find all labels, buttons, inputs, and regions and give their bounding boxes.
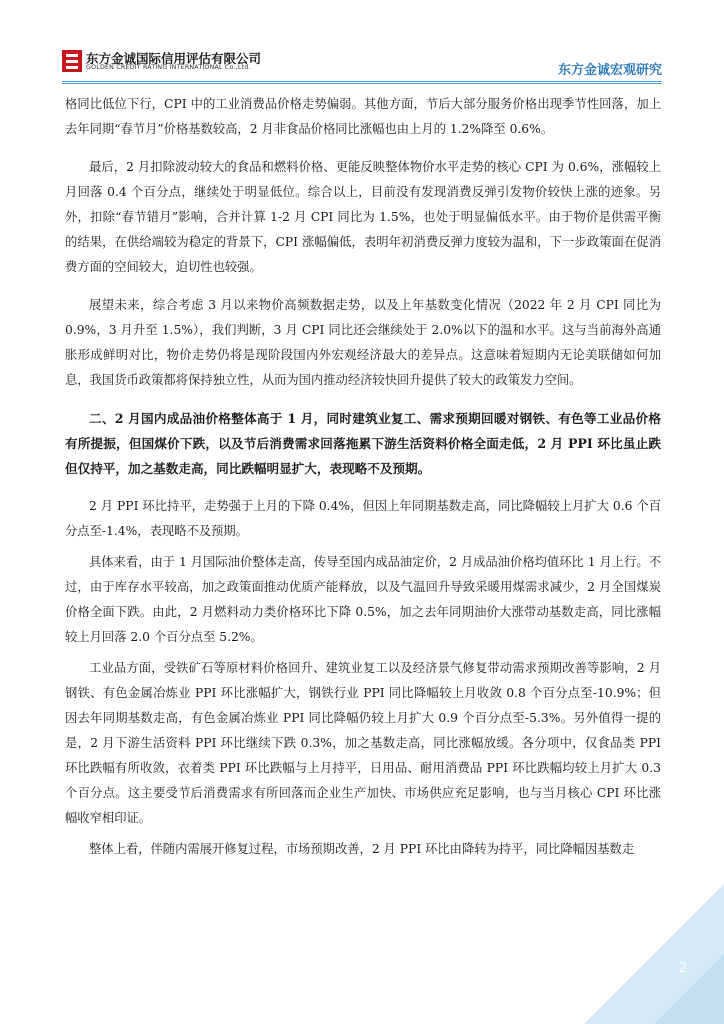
header-divider-secondary (62, 83, 662, 84)
header-divider (62, 81, 662, 82)
paragraph-4: 2 月 PPI 环比持平，走势强于上月的下降 0.4%，但因上年同期基数走高，同比降幅较上月扩大 0.6 个百分点至-1.4%，表现略不及预期。 (65, 499, 661, 538)
page-corner-decoration-inner (654, 954, 724, 1024)
page-header (62, 48, 662, 78)
paragraph-5: 具体来看，由于 1 月国际油价整体走高，传导至国内成品油定价，2 月成品油价格均值环比 1 月上行。不过，由于库存水平较高，加之政策面推动优质产能释放，以及气温回升导致采暖用煤需求减少，2 月全国煤炭价格全面下跌。由此，2 月燃料动力类价格环比下降 0.5%，加之去年同期油价大涨带动基数走高，同比涨幅较上月回落 2.0 个百分点至 5.2%。 (65, 555, 661, 644)
company-logo-icon (62, 50, 82, 72)
paragraph-2: 最后，2 月扣除波动较大的食品和燃料价格、更能反映整体物价水平走势的核心 CPI 为 0.6%，涨幅较上月回落 0.4 个百分点，继续处于明显低位。综合以上，目前没有发现消费反弹引发物价较快上涨的迹象。另外，扣除“春节错月”影响，合并计算 1-2 月 CPI 同比为 1.5%，也处于明显偏低水平。由于物价是供需平衡的结果，在供给端较为稳定的背景下，CPI 涨幅偏低，表明年初消费反弹力度较为温和，下一步政策面在促消费方面的空间较大，迫切性也较强。 (65, 160, 661, 274)
paragraph-7: 整体上看，伴随内需展开修复过程，市场预期改善，2 月 PPI 环比由降转为持平，同比降幅因基数走 (89, 842, 635, 856)
company-name-en: GOLDEN CREDIT RATING INTERNATIONAL Co.,Ltd. (86, 64, 251, 71)
company-name-cn: 东方金诚国际信用评估有限公司 (86, 51, 262, 66)
document-body (65, 92, 661, 862)
section-title: 东方金诚宏观研究 (557, 63, 662, 78)
section-heading: 二、2 月国内成品油价格整体高于 1 月，同时建筑业复工、需求预期回暖对钢铁、有色等工业品价格有所提振，但国煤价下跌，以及节后消费需求回落拖累下游生活资料价格全面走低，2 月 PPI 环比虽止跌但仅持平，加之基数走高，同比跌幅明显扩大，表现略不及预期。 (65, 411, 661, 476)
paragraph-6: 工业品方面，受铁矿石等原材料价格回升、建筑业复工以及经济景气修复带动需求预期改善等影响，2 月钢铁、有色金属冶炼业 PPI 环比涨幅扩大，钢铁行业 PPI 同比降幅较上月收敛 0.8 个百分点至-10.9%；但因去年同期基数走高，有色金属冶炼业 PPI 同比降幅仍较上月扩大 0.9 个百分点至-5.3%。另外值得一提的是，2 月下游生活资料 PPI 环比继续下跌 0.3%，加之基数走高，同比涨幅放缓。各分项中，仅食品类 PPI 环比跌幅有所收敛，衣着类 PPI 环比跌幅与上月持平，日用品、耐用消费品 PPI 环比跌幅均较上月扩大 0.3 个百分点。这主要受节后消费需求有所回落而企业生产加快、市场供应充足影响，也与当月核心 CPI 环比涨幅收窄相印证。 (65, 661, 661, 825)
page-number: 2 (678, 961, 687, 976)
paragraph-1: 格同比低位下行，CPI 中的工业消费品价格走势偏弱。其他方面，节后大部分服务价格出现季节性回落，加上去年同期“春节月”价格基数较高，2 月非食品价格同比涨幅也由上月的 1.2%降至 0.6%。 (65, 97, 661, 136)
paragraph-3: 展望未来，综合考虑 3 月以来物价高频数据走势，以及上年基数变化情况（2022 年 2 月 CPI 同比为 0.9%，3 月升至 1.5%），我们判断，3 月 CPI 同比还会继续处于 2.0%以下的温和水平。这与当前海外高通胀形成鲜明对比，物价走势仍将是现阶段国内外宏观经济最大的差异点。这意味着短期内无论美联储如何加息，我国货币政策都将保持独立性，从而为国内推动经济较快回升提供了较大的政策发力空间。 (65, 298, 661, 387)
